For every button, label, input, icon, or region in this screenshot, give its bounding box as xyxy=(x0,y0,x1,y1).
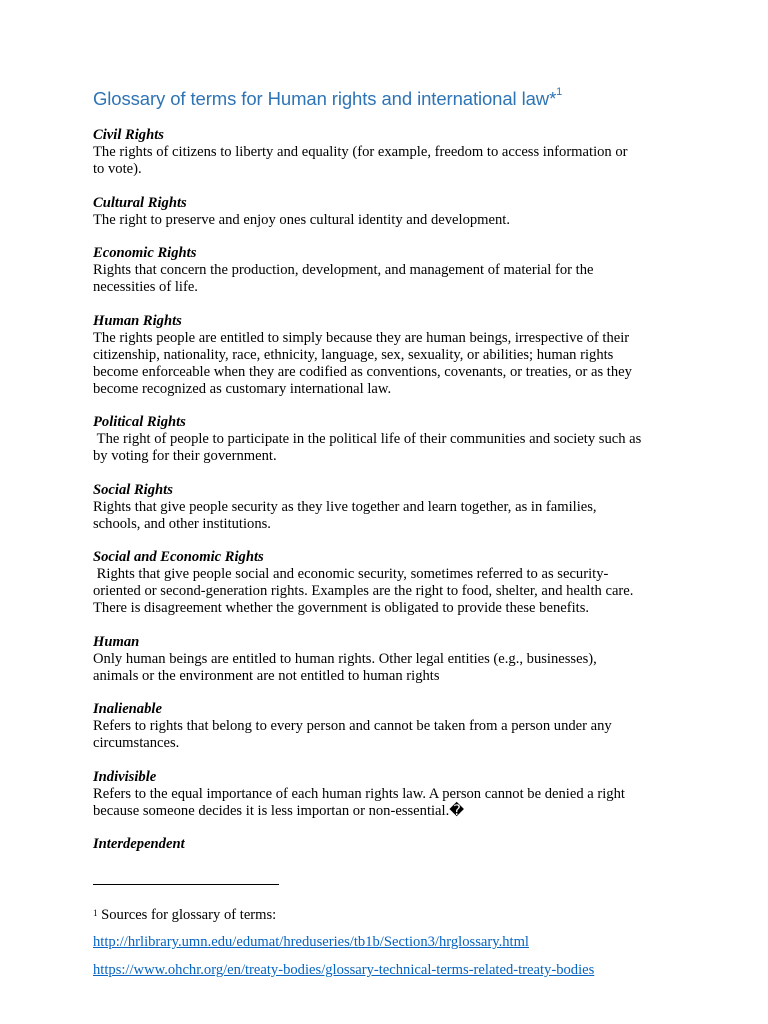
glossary-list xyxy=(93,127,683,870)
glossary-entry xyxy=(93,195,683,229)
glossary-definition: Only human beings are entitled to human rights. Other legal entities (e.g., businesses), animals or the environment are not entitled to human rights xyxy=(93,650,597,684)
glossary-entry xyxy=(93,769,683,820)
glossary-term: Indivisible xyxy=(93,768,157,785)
title-text: Glossary of terms for Human rights and international law* xyxy=(93,88,557,109)
page-title xyxy=(93,88,562,110)
glossary-entry xyxy=(93,634,683,685)
source-link-hrlibrary[interactable]: http://hrlibrary.umn.edu/edumat/hreduseries/tb1b/Section3/hrglossary.html xyxy=(93,934,529,950)
glossary-entry xyxy=(93,549,683,617)
glossary-entry xyxy=(93,701,683,752)
footnote-label: Sources for glossary of terms: xyxy=(97,907,277,923)
glossary-definition: Rights that give people security as they live together and learn together, as in families, schools, and other institutions. xyxy=(93,498,597,532)
glossary-definition: The rights people are entitled to simply because they are human beings, irrespective of their citizenship, nationality, race, ethnicity, language, sex, sexuality, or abilities; human rights become enforceable when they are codified as conventions, covenants, or treaties, or as they become recognized as customary international law. xyxy=(93,329,632,397)
glossary-term: Human xyxy=(93,633,140,650)
glossary-entry xyxy=(93,414,683,465)
glossary-definition: The right to preserve and enjoy ones cultural identity and development. xyxy=(93,211,511,228)
source-link-ohchr[interactable]: https://www.ohchr.org/en/treaty-bodies/glossary-technical-terms-related-treaty-bodies xyxy=(93,962,595,978)
glossary-term: Human Rights xyxy=(93,312,182,329)
glossary-entry xyxy=(93,245,683,296)
glossary-definition: Refers to the equal importance of each human rights law. A person cannot be denied a right because someone decides it is less importan or non-essential.� xyxy=(93,785,625,819)
title-footnote-marker[interactable]: 1 xyxy=(556,86,563,98)
footnote-separator xyxy=(93,884,279,885)
glossary-definition: The right of people to participate in the political life of their communities and society such as by voting for their government. xyxy=(93,431,642,464)
glossary-entry xyxy=(93,313,683,398)
glossary-definition: Refers to rights that belong to every person and cannot be taken from a person under any circumstances. xyxy=(93,718,612,751)
glossary-definition: Rights that concern the production, development, and management of material for the necessities of life. xyxy=(93,262,594,295)
footnote-text xyxy=(93,907,276,924)
glossary-term: Interdependent xyxy=(93,836,185,852)
glossary-entry xyxy=(93,482,683,533)
glossary-entry xyxy=(93,836,683,853)
glossary-term: Political Rights xyxy=(93,414,186,430)
glossary-term: Social Rights xyxy=(93,481,173,498)
glossary-term: Civil Rights xyxy=(93,127,164,143)
footnote-marker: 1 xyxy=(93,908,98,918)
glossary-term: Economic Rights xyxy=(93,245,197,261)
glossary-term: Inalienable xyxy=(93,701,162,717)
glossary-term: Cultural Rights xyxy=(93,194,187,211)
glossary-definition: Rights that give people social and economic security, sometimes referred to as security- oriented or second-generation rights. Examples are the right to food, shelter, and health care. There is disagreement whether the government is obligated to provide these benefits. xyxy=(93,566,634,616)
glossary-entry xyxy=(93,127,683,178)
glossary-term: Social and Economic Rights xyxy=(93,549,264,565)
glossary-definition: The rights of citizens to liberty and equality (for example, freedom to access information or to vote). xyxy=(93,144,628,177)
